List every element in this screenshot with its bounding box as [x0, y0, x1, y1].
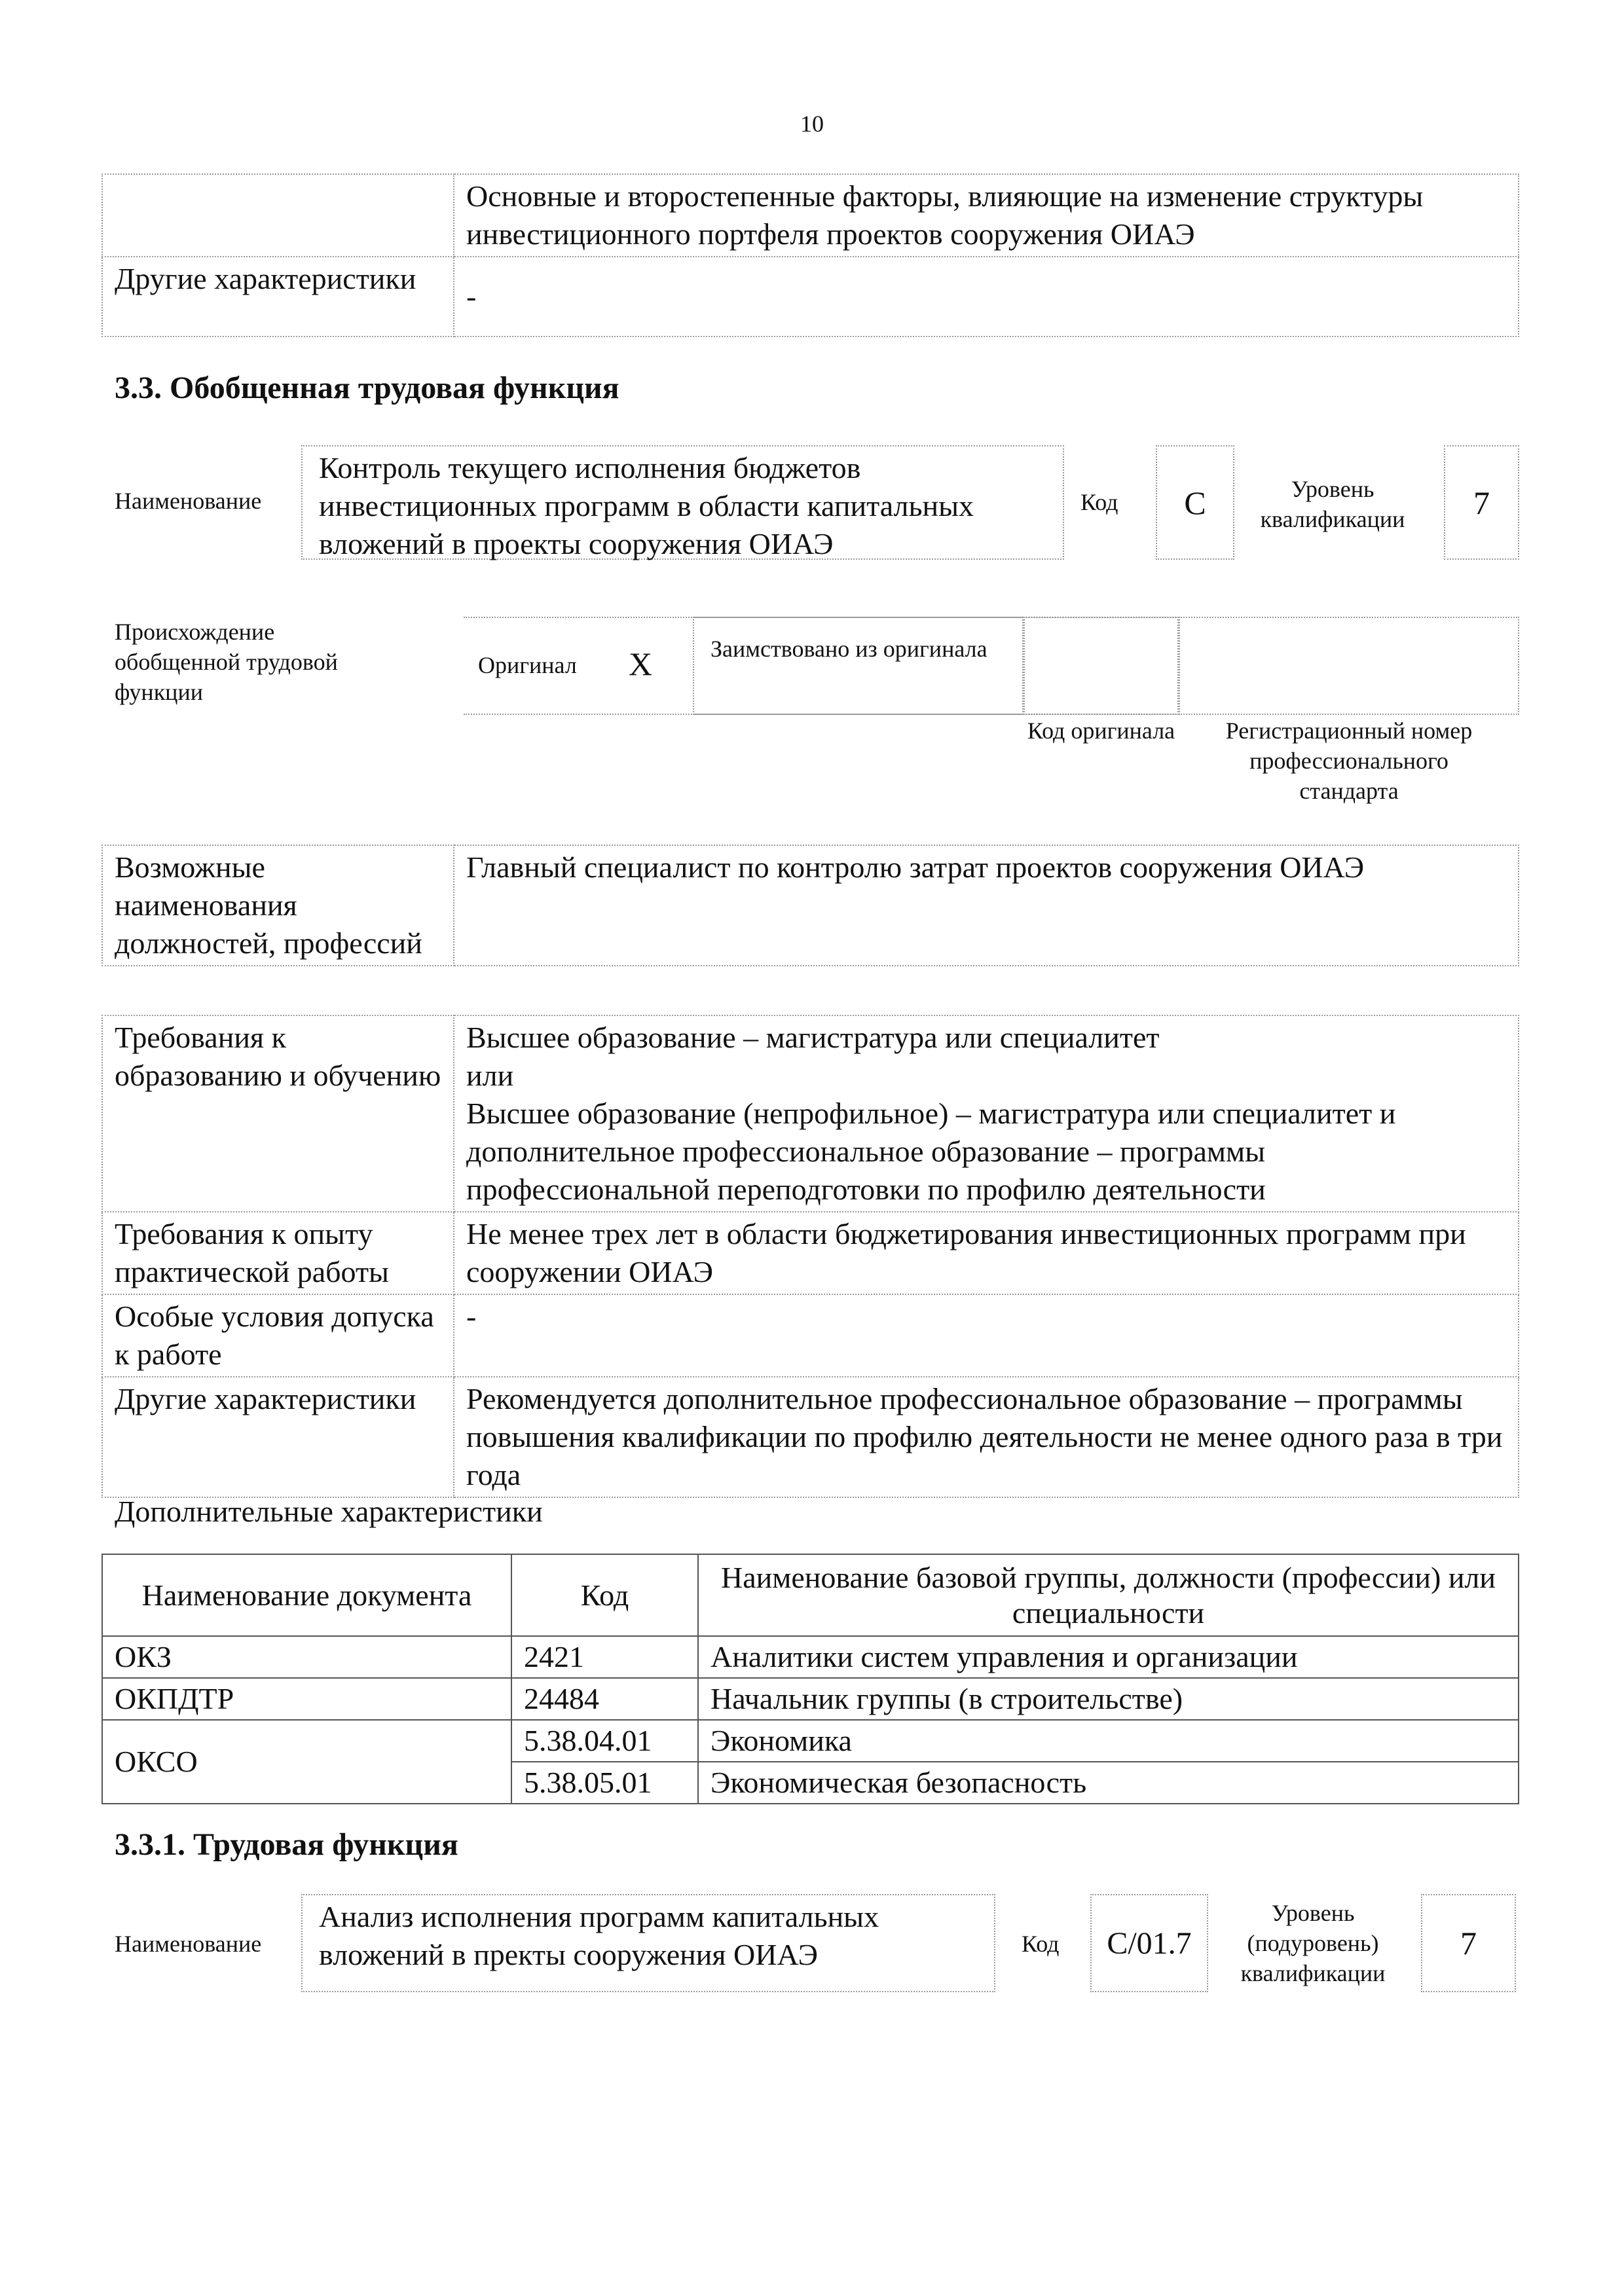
page-number: 10 [800, 111, 824, 137]
section-3-3-level-value: 7 [1444, 445, 1519, 560]
requirement-row [102, 1212, 1519, 1294]
requirement-label-admission: Особые условия допуска к работе [102, 1294, 454, 1377]
section-3-3-1-name-label: Наименование [115, 1931, 262, 1957]
requirement-value-experience: Не менее трех лет в области бюджетирования инвестиционных программ при сооружении ОИАЭ [454, 1212, 1519, 1294]
additional-header-row [102, 1554, 1519, 1636]
additional-row-name: Экономика [698, 1720, 1519, 1762]
top-table [101, 173, 1519, 337]
additional-row-doc: ОКЗ [102, 1636, 511, 1678]
table-row [102, 1720, 1519, 1762]
positions-value: Главный специалист по контролю затрат проектов сооружения ОИАЭ [454, 845, 1519, 966]
top-table-row2-value: - [454, 257, 1519, 337]
origin-reg-cell [1179, 617, 1519, 715]
section-3-3-name-label: Наименование [115, 488, 262, 514]
origin-code-caption: Код оригинала [1027, 718, 1175, 744]
requirement-row [102, 1377, 1519, 1497]
education-line-2: или [466, 1059, 514, 1092]
additional-row-name: Аналитики систем управления и организации [698, 1636, 1519, 1678]
positions-label: Возможные наименования должностей, профессий [102, 845, 454, 966]
top-table-row1-value: Основные и второстепенные факторы, влияющие на изменение структуры инвестиционного портфеля проектов сооружения ОИАЭ [454, 174, 1519, 257]
additional-row-code: 5.38.05.01 [511, 1762, 698, 1804]
section-3-3-code-value: С [1156, 445, 1234, 560]
section-3-3-heading: 3.3. Обобщенная трудовая функция [115, 371, 619, 405]
origin-original-label: Оригинал [478, 652, 577, 678]
requirements-table [101, 1015, 1519, 1498]
section-3-3-1-code-value: С/01.7 [1090, 1894, 1208, 1992]
additional-table [101, 1554, 1519, 1804]
requirement-label-experience: Требования к опыту практической работы [102, 1212, 454, 1294]
additional-row-name: Начальник группы (в строительстве) [698, 1678, 1519, 1720]
additional-title: Дополнительные характеристики [115, 1495, 543, 1528]
requirement-label-education: Требования к образованию и обучению [102, 1015, 454, 1212]
table-row [102, 1678, 1519, 1720]
additional-row-code: 5.38.04.01 [511, 1720, 698, 1762]
additional-header-code: Код [511, 1554, 698, 1636]
education-line-3: Высшее образование (непрофильное) – магистратура или специалитет и дополнительное профессиональное образование – программы профессиональной переподготовки по профилю деятельности [466, 1097, 1396, 1206]
section-3-3-name-value: Контроль текущего исполнения бюджетов инвестиционных программ в области капитальных вложений в проекты сооружения ОИАЭ [301, 445, 1064, 560]
section-3-3-1-code-label: Код [1022, 1931, 1060, 1957]
origin-reg-caption: Регистрационный номер профессионального стандарта [1225, 718, 1473, 804]
additional-header-name: Наименование базовой группы, должности (профессии) или специальности [698, 1554, 1519, 1636]
origin-original-mark: X [629, 646, 653, 682]
top-table-row2-label: Другие характеристики [102, 257, 454, 337]
requirement-value-admission: - [454, 1294, 1519, 1377]
section-3-3-1-name-value: Анализ исполнения программ капитальных вложений в пректы сооружения ОИАЭ [301, 1894, 995, 1992]
section-3-3-code-label: Код [1080, 489, 1118, 515]
additional-row-code: 2421 [511, 1636, 698, 1678]
requirement-value-other: Рекомендуется дополнительное профессиональное образование – программы повышения квалификации по профилю деятельности не менее одного раза в три года [454, 1377, 1519, 1497]
section-3-3-1-heading: 3.3.1. Трудовая функция [115, 1827, 458, 1862]
additional-row-name: Экономическая безопасность [698, 1762, 1519, 1804]
origin-borrowed-label: Заимствовано из оригинала [710, 636, 987, 662]
origin-label: Происхождение обобщенной трудовой функции [115, 619, 338, 705]
requirement-label-other: Другие характеристики [102, 1377, 454, 1497]
additional-row-code: 24484 [511, 1678, 698, 1720]
table-row [102, 1636, 1519, 1678]
origin-code-cell [1024, 617, 1179, 715]
additional-header-doc: Наименование документа [102, 1554, 511, 1636]
origin-borrowed-cell [693, 617, 1024, 715]
section-3-3-level-label: Уровень квалификации [1260, 476, 1405, 532]
additional-row-doc: ОКСО [102, 1720, 511, 1804]
requirement-row [102, 1015, 1519, 1212]
requirement-row [102, 1294, 1519, 1377]
section-3-3-1-level-value: 7 [1421, 1894, 1516, 1992]
section-3-3-1-level-label: Уровень (подуровень) квалификации [1240, 1900, 1386, 1986]
education-line-1: Высшее образование – магистратура или специалитет [466, 1021, 1160, 1054]
positions-table [101, 845, 1519, 966]
additional-row-doc: ОКПДТР [102, 1678, 511, 1720]
requirement-value-education [454, 1015, 1519, 1212]
top-table-empty-cell [102, 174, 454, 257]
